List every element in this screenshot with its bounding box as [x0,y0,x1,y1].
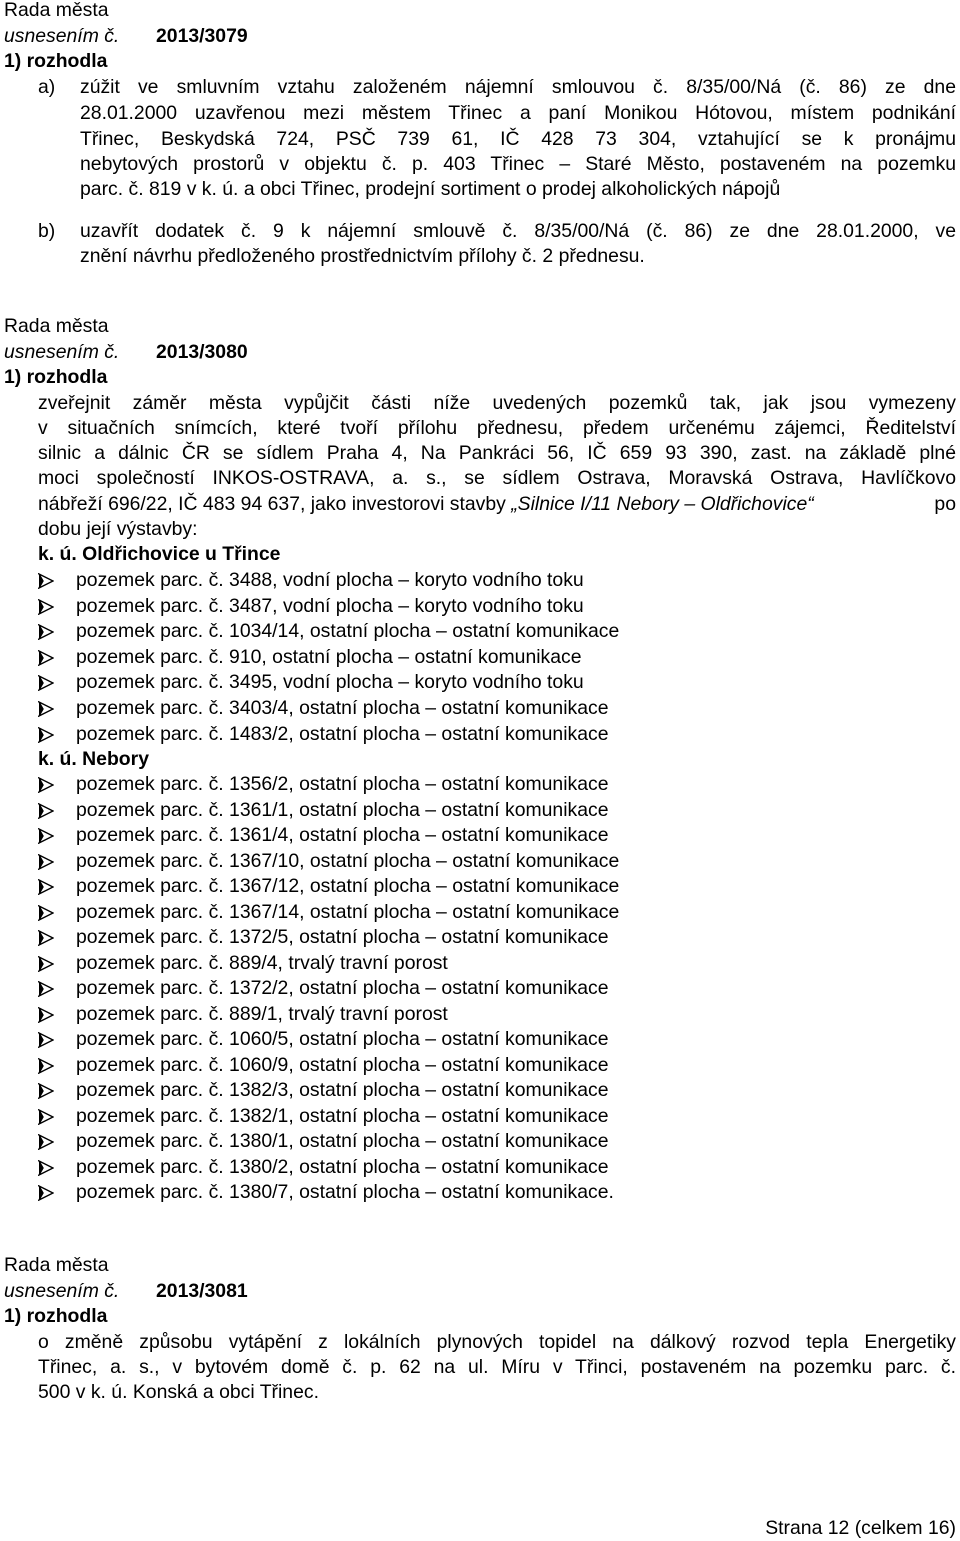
parcel-list-item: pozemek parc. č. 910, ostatní plocha – ostatní komunikace [76,645,582,668]
arrow-bullet-icon [38,619,56,644]
item-a-label: a) [38,76,56,98]
item-a-line: 28.01.2000 uzavřenou mezi městem Třinec a paní Monikou Hótovou, místem podnikání [80,102,956,124]
arrow-bullet-icon [38,696,56,721]
rozhodla-heading: 1) rozhodla [4,1305,108,1327]
usneseni-number: 2013/3079 [156,25,248,47]
arrow-bullet-icon [38,645,56,670]
arrow-bullet-icon [38,1078,56,1103]
body-line: 500 v k. ú. Konská a obci Třinec. [38,1381,319,1403]
arrow-bullet-icon [38,1155,56,1180]
parcel-list-item: pozemek parc. č. 1382/3, ostatní plocha – ostatní komunikace [76,1079,609,1101]
parcel-list-item: pozemek parc. č. 3403/4, ostatní plocha – ostatní komunikace [76,697,609,719]
body-line: dobu její výstavby: [38,518,198,540]
arrow-bullet-icon [38,568,56,593]
parcel-list-item: pozemek parc. č. 1380/7, ostatní plocha – ostatní komunikace. [76,1181,614,1203]
item-a-line: zúžit ve smluvním vztahu založeném nájemní smlouvou č. 8/35/00/Ná (č. 86) ze dne [80,76,956,98]
usneseni-label: usnesením č. [4,1280,120,1302]
item-b-line: znění návrhu předloženého prostřednictvím přílohy č. 2 přednesu. [80,245,645,267]
arrow-bullet-icon [38,900,56,925]
project-name: „Silnice I/11 Nebory – Oldřichovice“ [511,493,814,515]
arrow-bullet-icon [38,670,56,695]
body-line-project: nábřeží 696/22, IČ 483 94 637, jako investorovi stavby „Silnice I/11 Nebory – Oldřichovice“ po [38,493,956,515]
parcel-list-item: pozemek parc. č. 1367/10, ostatní plocha – ostatní komunikace [76,849,620,872]
body-line: o změně způsobu vytápění z lokálních plynových topidel na dálkový rozvod tepla Energetiky [38,1331,956,1353]
arrow-bullet-icon [38,1180,56,1205]
rada-heading: Rada města [4,1254,109,1276]
arrow-bullet-icon [38,722,56,747]
parcel-list-item: pozemek parc. č. 1361/4, ostatní plocha – ostatní komunikace [76,824,609,846]
parcel-list-item: pozemek parc. č. 3495, vodní plocha – koryto vodního toku [76,671,584,694]
parcel-list-item: pozemek parc. č. 1380/1, ostatní plocha – ostatní komunikace [76,1130,609,1152]
arrow-bullet-icon [38,1053,56,1078]
parcel-list-item: pozemek parc. č. 1060/5, ostatní plocha – ostatní komunikace [76,1028,609,1050]
parcel-list-item: pozemek parc. č. 889/1, trvalý travní porost [76,1002,448,1025]
usneseni-number: 2013/3080 [156,341,248,363]
item-a-line: parc. č. 819 v k. ú. a obci Třinec, prodejní sortiment o prodej alkoholických nápojů [80,178,781,200]
parcel-list-item: pozemek parc. č. 3487, vodní plocha – koryto vodního toku [76,594,584,617]
arrow-bullet-icon [38,1104,56,1129]
parcel-list-item: pozemek parc. č. 1034/14, ostatní plocha – ostatní komunikace [76,620,620,643]
item-b-label: b) [38,220,56,242]
item-a-line: Třinec, Beskydská 724, PSČ 739 61, IČ 428 73 304, vztahující se k pronájmu [80,128,956,150]
arrow-bullet-icon [38,1002,56,1027]
body-line: Třinec, a. s., v bytovém domě č. p. 62 na ul. Míru v Třinci, postaveném na pozemku parc. č. [38,1356,956,1378]
rozhodla-heading: 1) rozhodla [4,366,108,388]
arrow-bullet-icon [38,951,56,976]
arrow-bullet-icon [38,874,56,899]
usneseni-label: usnesením č. [4,25,120,47]
parcel-list-item: pozemek parc. č. 1372/5, ostatní plocha – ostatní komunikace [76,926,609,948]
rada-heading: Rada města [4,0,109,21]
parcel-list-item: pozemek parc. č. 1372/2, ostatní plocha – ostatní komunikace [76,977,609,999]
parcel-list-item: pozemek parc. č. 1367/14, ostatní plocha – ostatní komunikace [76,900,620,923]
arrow-bullet-icon [38,849,56,874]
ku-heading-oldrichovice: k. ú. Oldřichovice u Třince [38,543,281,565]
parcel-list-item: pozemek parc. č. 1060/9, ostatní plocha – ostatní komunikace [76,1053,609,1076]
arrow-bullet-icon [38,976,56,1001]
parcel-list-item: pozemek parc. č. 1367/12, ostatní plocha – ostatní komunikace [76,875,620,897]
rozhodla-heading: 1) rozhodla [4,50,108,72]
parcel-list-item: pozemek parc. č. 889/4, trvalý travní porost [76,951,448,974]
parcel-list-item: pozemek parc. č. 1380/2, ostatní plocha – ostatní komunikace [76,1155,609,1178]
parcel-list-item: pozemek parc. č. 1361/1, ostatní plocha – ostatní komunikace [76,798,609,821]
body-line: silnic a dálnic ČR se sídlem Praha 4, Na Pankráci 56, IČ 659 93 390, zast. na základě plné [38,442,956,464]
arrow-bullet-icon [38,925,56,950]
parcel-list-item: pozemek parc. č. 1356/2, ostatní plocha – ostatní komunikace [76,773,609,795]
page-footer: Strana 12 (celkem 16) [765,1517,956,1539]
arrow-bullet-icon [38,823,56,848]
item-a-line: nebytových prostorů v objektu č. p. 403 Třinec – Staré Město, postaveném na pozemku [80,153,956,175]
parcel-list-item: pozemek parc. č. 1483/2, ostatní plocha – ostatní komunikace [76,722,609,745]
usneseni-number: 2013/3081 [156,1280,248,1302]
arrow-bullet-icon [38,1129,56,1154]
usneseni-label: usnesením č. [4,341,120,363]
item-b-line: uzavřít dodatek č. 9 k nájemní smlouvě č. 8/35/00/Ná (č. 86) ze dne 28.01.2000, ve [80,220,956,242]
arrow-bullet-icon [38,798,56,823]
arrow-bullet-icon [38,772,56,797]
body-line: zveřejnit záměr města vypůjčit části níže uvedených pozemků tak, jak jsou vymezeny [38,392,956,414]
body-line: moci společností INKOS-OSTRAVA, a. s., se sídlem Ostrava, Moravská Ostrava, Havlíčkovo [38,467,956,489]
parcel-list-item: pozemek parc. č. 1382/1, ostatní plocha – ostatní komunikace [76,1104,609,1127]
rada-heading: Rada města [4,315,109,337]
arrow-bullet-icon [38,594,56,619]
body-line: v situačních snímcích, které tvoří přílohu přednesu, předem určenému zájemci, Ředitelství [38,417,956,439]
parcel-list-item: pozemek parc. č. 3488, vodní plocha – koryto vodního toku [76,569,584,591]
arrow-bullet-icon [38,1027,56,1052]
ku-heading-nebory: k. ú. Nebory [38,748,149,770]
